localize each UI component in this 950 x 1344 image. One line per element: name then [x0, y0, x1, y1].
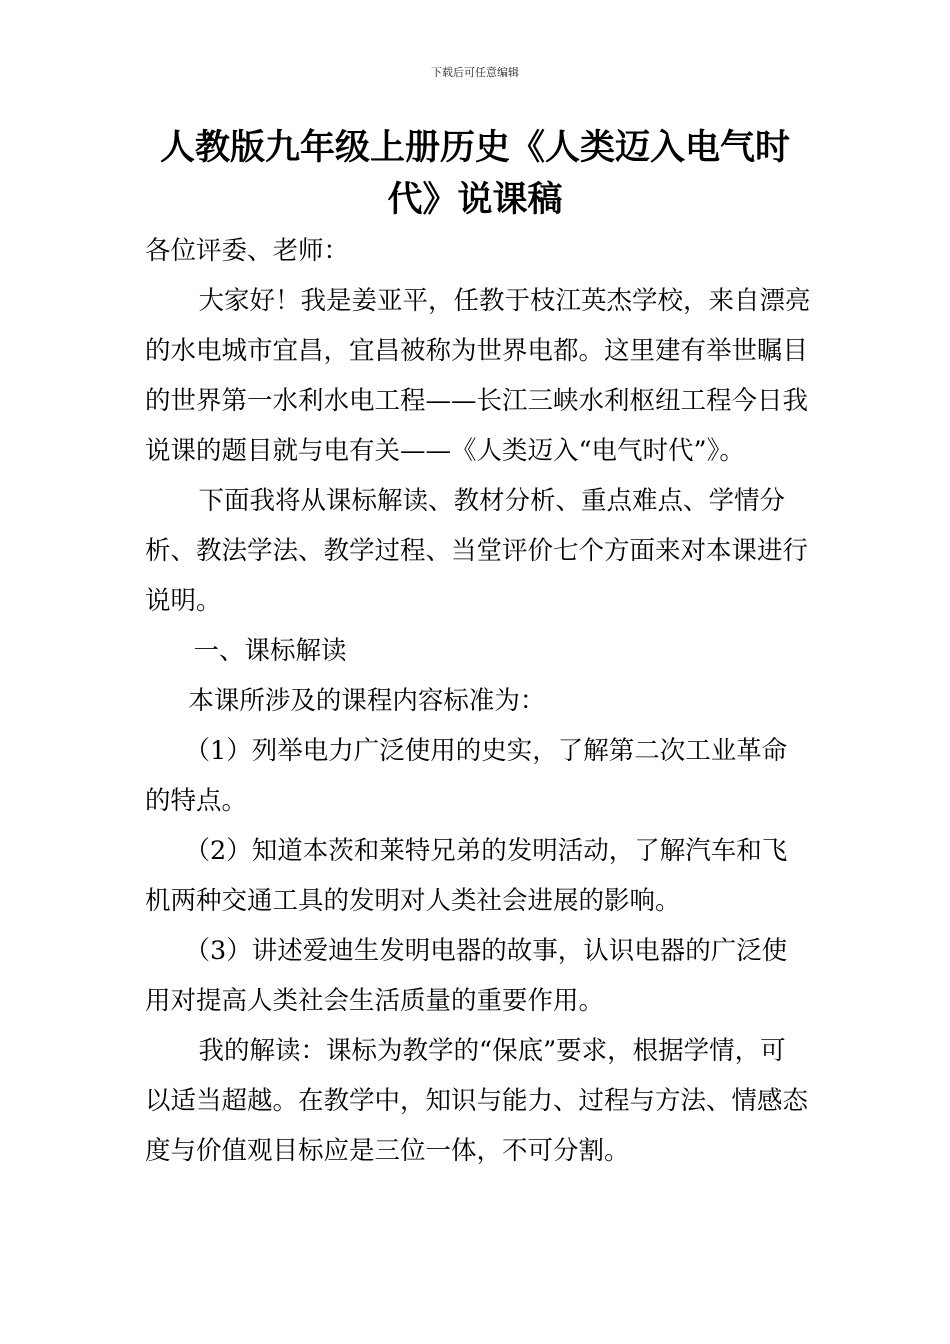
- standard-item-1: （1）列举电力广泛使用的史实，了解第二次工业革命的特点。: [145, 736, 788, 816]
- salutation: 各位评委、老师：: [145, 236, 350, 266]
- standards-intro: 本课所涉及的课程内容标准为：: [188, 686, 546, 716]
- title-line-1: 人教版九年级上册历史《人类迈入电气时: [159, 128, 790, 168]
- standard-item-2: （2）知道本茨和莱特兄弟的发明活动，了解汽车和飞机两种交通工具的发明对人类社会进展的影响。: [145, 836, 788, 916]
- standard-item-3: （3）讲述爱迪生发明电器的故事，认识电器的广泛使用对提高人类社会生活质量的重要作用。: [145, 936, 788, 1016]
- page-header-note: 下载后可任意编辑: [431, 66, 519, 79]
- section-heading-1: 一、课标解读: [193, 636, 347, 666]
- document-title: [130, 122, 820, 226]
- interpretation-paragraph: 我的解读：课标为教学的“保底”要求，根据学情，可以适当超越。在教学中，知识与能力、过程与方法、情感态度与价值观目标应是三位一体，不可分割。: [145, 1036, 809, 1166]
- document-body: [145, 226, 811, 1176]
- outline-paragraph: 下面我将从课标解读、教材分析、重点难点、学情分析、教法学法、教学过程、当堂评价七个方面来对本课进行说明。: [145, 486, 809, 616]
- intro-paragraph: 大家好！我是姜亚平，任教于枝江英杰学校，来自漂亮的水电城市宜昌，宜昌被称为世界电都。这里建有举世瞩目的世界第一水利水电工程——长江三峡水利枢纽工程今日我说课的题目就与电有关——《人类迈入“电气时代”》。: [145, 286, 811, 466]
- title-line-2: 代》说课稿: [387, 180, 563, 220]
